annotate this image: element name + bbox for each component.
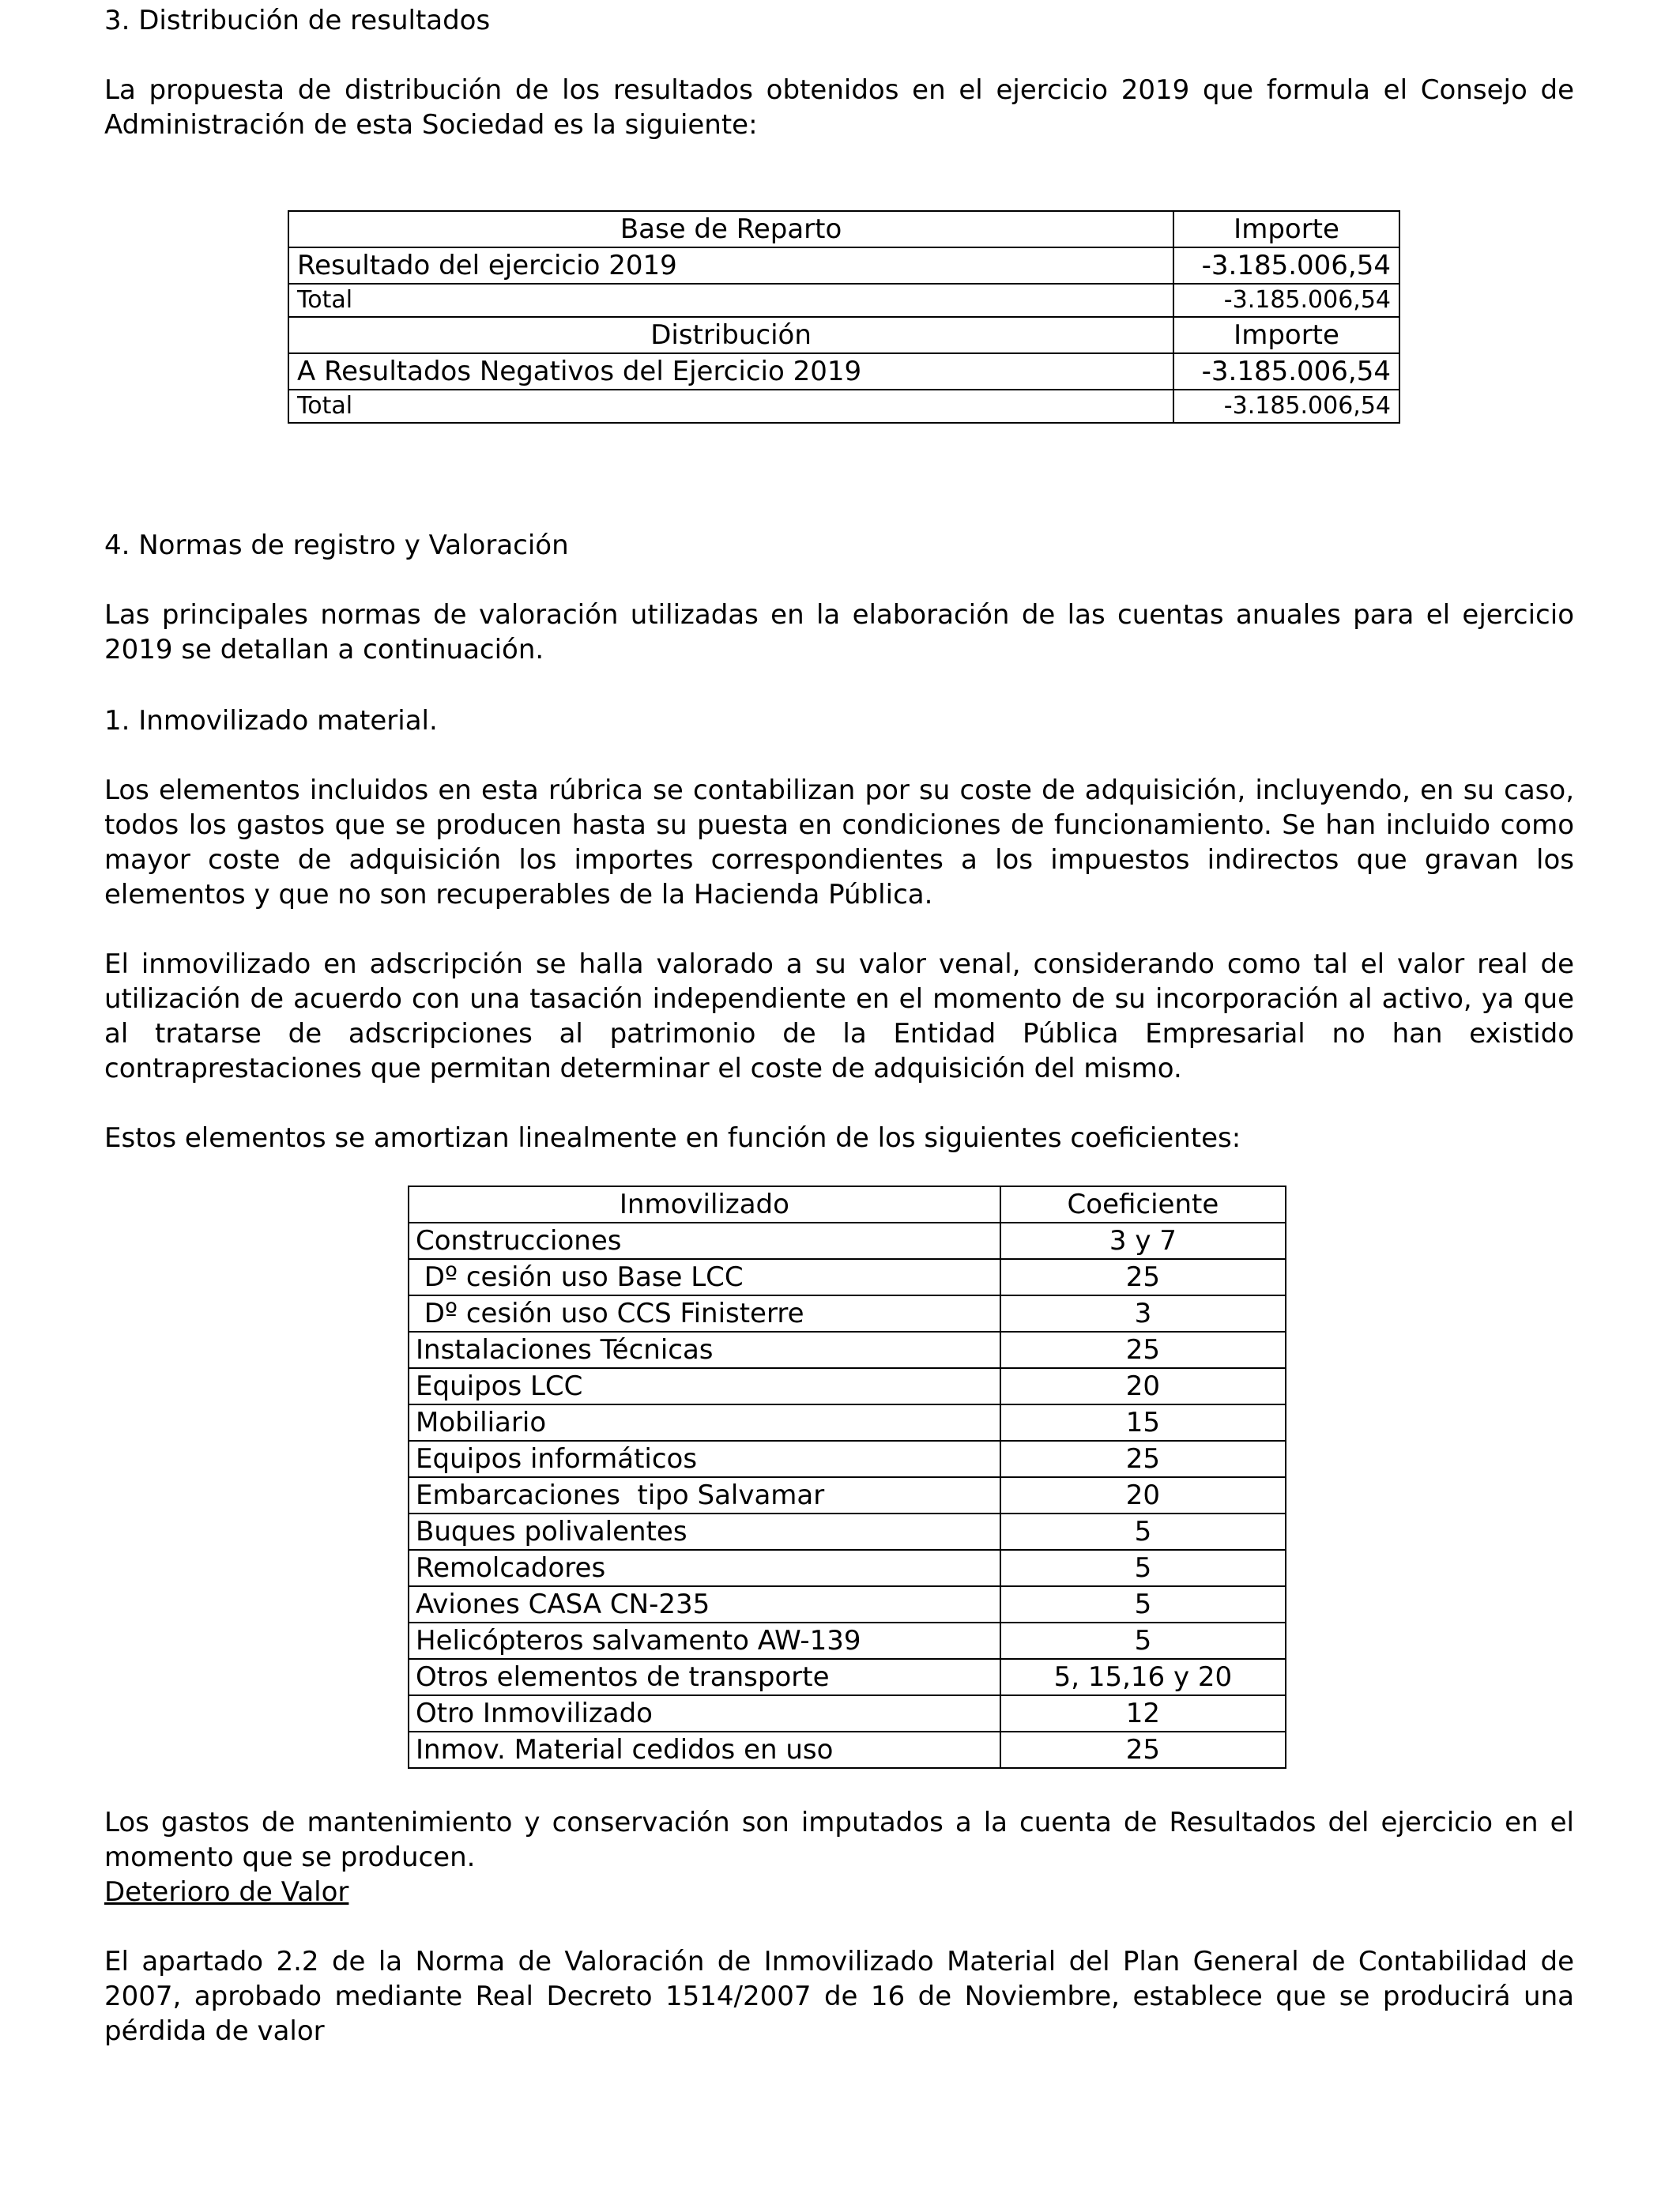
paragraph-adscripcion: El inmovilizado en adscripción se halla valorado a su valor venal, considerando como tal el valor real de utilización de acuerdo con una tasación independiente en el momento de su incorporación al activo, ya que al tratarse de adscripciones al patrimonio de la Entidad Pública Empresarial no han existido contraprestaciones que permitan determinar el coste de adquisición del mismo. — [104, 948, 1574, 1084]
table-row — [409, 1623, 1286, 1659]
table-row — [409, 1186, 1286, 1223]
table-row — [409, 1223, 1286, 1259]
resultados-negativos-value: -3.185.006,54 — [1173, 353, 1399, 390]
table-row — [409, 1695, 1286, 1732]
coeficiente-cell: 25 — [1000, 1441, 1286, 1477]
paragraph-coeficientes: Estos elementos se amortizan linealmente en función de los siguientes coeficientes: — [104, 1122, 1241, 1154]
paragraph-mantenimiento: Los gastos de mantenimiento y conservación son imputados a la cuenta de Resultados del ejercicio en el momento que se producen. — [104, 1807, 1574, 1873]
coeficiente-cell: 5, 15,16 y 20 — [1000, 1659, 1286, 1695]
coeficiente-cell: 3 — [1000, 1295, 1286, 1332]
section-3-heading: 3. Distribución de resultados — [104, 5, 491, 36]
coeficiente-cell: 20 — [1000, 1477, 1286, 1514]
resultados-negativos-label: A Resultados Negativos del Ejercicio 2019 — [288, 353, 1173, 390]
table-row — [409, 1441, 1286, 1477]
base-reparto-header: Base de Reparto — [288, 211, 1173, 247]
inmovilizado-cell: Mobiliario — [409, 1404, 1000, 1441]
coeficiente-cell: 5 — [1000, 1550, 1286, 1586]
table-row — [409, 1586, 1286, 1623]
coeficiente-cell: 25 — [1000, 1259, 1286, 1295]
table-row — [288, 390, 1399, 423]
total-value: -3.185.006,54 — [1173, 284, 1399, 317]
total-value-2: -3.185.006,54 — [1173, 390, 1399, 423]
table-row — [409, 1404, 1286, 1441]
deterioro-heading: Deterioro de Valor — [104, 1876, 349, 1908]
coeficiente-cell: 12 — [1000, 1695, 1286, 1732]
table-row — [288, 247, 1399, 284]
table-row — [409, 1295, 1286, 1332]
inmovilizado-cell: Otros elementos de transporte — [409, 1659, 1000, 1695]
table-row — [409, 1732, 1286, 1768]
total-label: Total — [288, 284, 1173, 317]
inmovilizado-cell: Otro Inmovilizado — [409, 1695, 1000, 1732]
inmovilizado-header: Inmovilizado — [409, 1186, 1000, 1223]
table-row — [409, 1368, 1286, 1404]
coeficiente-cell: 25 — [1000, 1332, 1286, 1368]
table-row — [409, 1332, 1286, 1368]
section-4-intro: Las principales normas de valoración utilizadas en la elaboración de las cuentas anuales para el ejercicio 2019 se detallan a continuación. — [104, 599, 1574, 665]
inmovilizado-cell: Buques polivalentes — [409, 1514, 1000, 1550]
inmovilizado-cell: Remolcadores — [409, 1550, 1000, 1586]
coeficiente-cell: 15 — [1000, 1404, 1286, 1441]
inmovilizado-cell: Equipos LCC — [409, 1368, 1000, 1404]
coefficients-table — [408, 1186, 1286, 1769]
table-row — [288, 353, 1399, 390]
inmovilizado-subheading: 1. Inmovilizado material. — [104, 705, 438, 737]
inmovilizado-cell: Dº cesión uso Base LCC — [409, 1259, 1000, 1295]
distribution-table — [288, 210, 1400, 424]
inmovilizado-cell: Embarcaciones tipo Salvamar — [409, 1477, 1000, 1514]
inmovilizado-cell: Equipos informáticos — [409, 1441, 1000, 1477]
importe-header-2: Importe — [1173, 317, 1399, 353]
distribucion-header: Distribución — [288, 317, 1173, 353]
inmovilizado-cell: Construcciones — [409, 1223, 1000, 1259]
table-row — [288, 211, 1399, 247]
coeficiente-cell: 3 y 7 — [1000, 1223, 1286, 1259]
table-row — [288, 284, 1399, 317]
table-row — [409, 1514, 1286, 1550]
section-3-intro: La propuesta de distribución de los resultados obtenidos en el ejercicio 2019 que formula el Consejo de Administración de esta Sociedad es la siguiente: — [104, 74, 1574, 141]
inmovilizado-cell: Aviones CASA CN-235 — [409, 1586, 1000, 1623]
coeficiente-cell: 5 — [1000, 1586, 1286, 1623]
table-row — [288, 317, 1399, 353]
table-row — [409, 1659, 1286, 1695]
resultado-label: Resultado del ejercicio 2019 — [288, 247, 1173, 284]
table-row — [409, 1550, 1286, 1586]
section-4-heading: 4. Normas de registro y Valoración — [104, 530, 569, 561]
coeficiente-cell: 25 — [1000, 1732, 1286, 1768]
inmovilizado-cell: Inmov. Material cedidos en uso — [409, 1732, 1000, 1768]
paragraph-coste: Los elementos incluidos en esta rúbrica se contabilizan por su coste de adquisición, incluyendo, en su caso, todos los gastos que se producen hasta su puesta en condiciones de funcionamiento. Se han incluido como mayor coste de adquisición los importes correspondientes a los impuestos indirectos que gravan los elementos y que no son recuperables de la Hacienda Pública. — [104, 775, 1574, 910]
inmovilizado-cell: Instalaciones Técnicas — [409, 1332, 1000, 1368]
coeficiente-cell: 5 — [1000, 1514, 1286, 1550]
coeficiente-cell: 20 — [1000, 1368, 1286, 1404]
inmovilizado-cell: Helicópteros salvamento AW-139 — [409, 1623, 1000, 1659]
coeficiente-cell: 5 — [1000, 1623, 1286, 1659]
paragraph-deterioro: El apartado 2.2 de la Norma de Valoración de Inmovilizado Material del Plan General de Contabilidad de 2007, aprobado mediante Real Decreto 1514/2007 de 16 de Noviembre, establece que se producirá una pérdida de valor — [104, 1946, 1574, 2047]
inmovilizado-cell: Dº cesión uso CCS Finisterre — [409, 1295, 1000, 1332]
table-row — [409, 1259, 1286, 1295]
importe-header: Importe — [1173, 211, 1399, 247]
coeficiente-header: Coeficiente — [1000, 1186, 1286, 1223]
table-row — [409, 1477, 1286, 1514]
resultado-value: -3.185.006,54 — [1173, 247, 1399, 284]
total-label-2: Total — [288, 390, 1173, 423]
